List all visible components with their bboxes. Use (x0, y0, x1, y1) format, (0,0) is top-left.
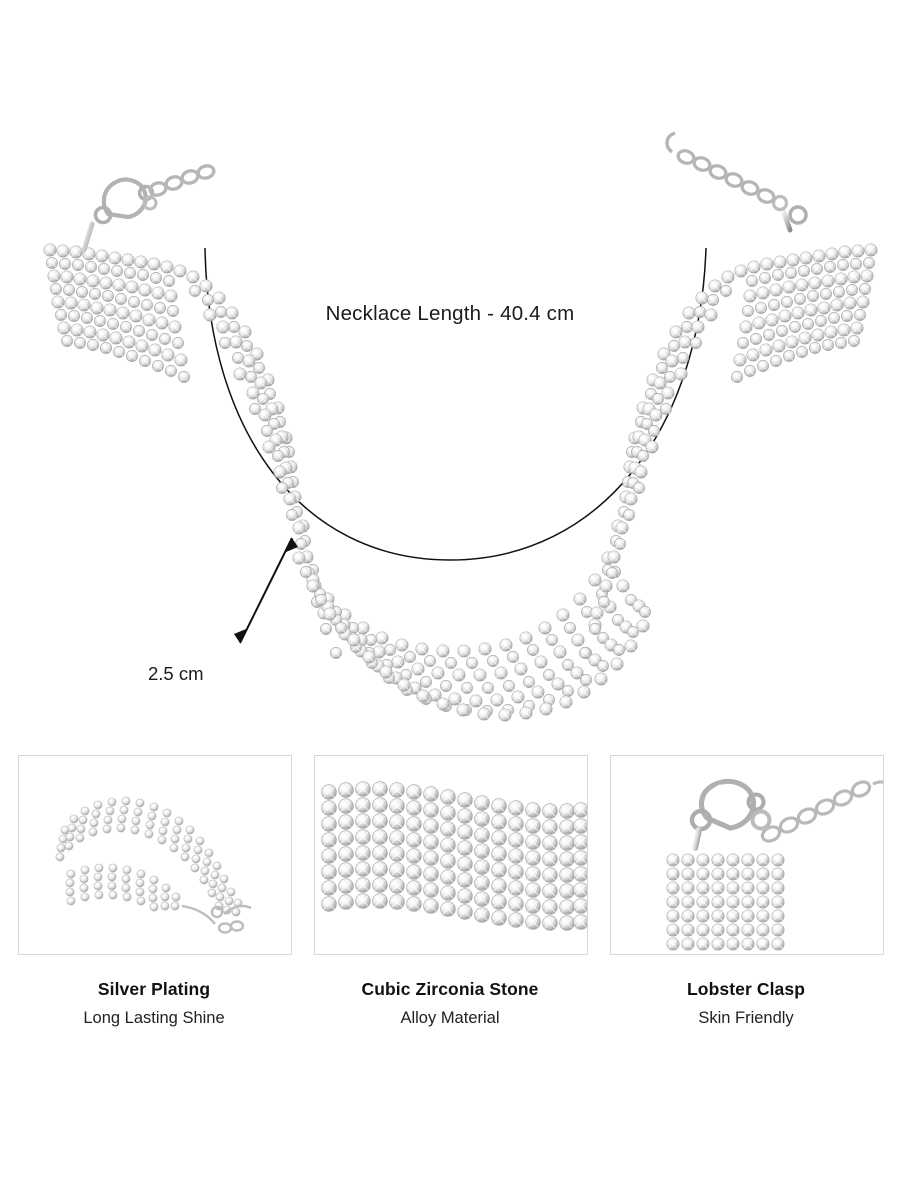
coiled-necklace-icon (19, 756, 291, 954)
feature-thumb-silver-plating (18, 755, 292, 955)
necklace-width-label: 2.5 cm (148, 663, 204, 684)
feature-title: Cubic Zirconia Stone (361, 979, 539, 999)
feature-subtitle: Skin Friendly (698, 1009, 794, 1027)
feature-card-silver-plating (18, 755, 290, 1028)
feature-card-lobster-clasp (610, 755, 882, 1028)
necklace-length-label: Necklace Length - 40.4 cm (325, 302, 575, 325)
feature-thumb-lobster-clasp (610, 755, 884, 955)
feature-thumb-cubic-zirconia-stone (314, 755, 588, 955)
feature-title: Silver Plating (97, 979, 211, 999)
stone-closeup-icon (315, 756, 587, 954)
feature-list (0, 755, 900, 1028)
width-arrow (234, 538, 298, 643)
feature-subtitle: Long Lasting Shine (83, 1009, 225, 1027)
lobster-clasp-right (667, 133, 806, 230)
lobster-clasp-left (84, 164, 215, 250)
lobster-clasp-icon (611, 756, 883, 954)
feature-title: Lobster Clasp (687, 979, 805, 999)
feature-subtitle: Alloy Material (400, 1009, 500, 1027)
feature-card-cubic-zirconia-stone (314, 755, 586, 1028)
